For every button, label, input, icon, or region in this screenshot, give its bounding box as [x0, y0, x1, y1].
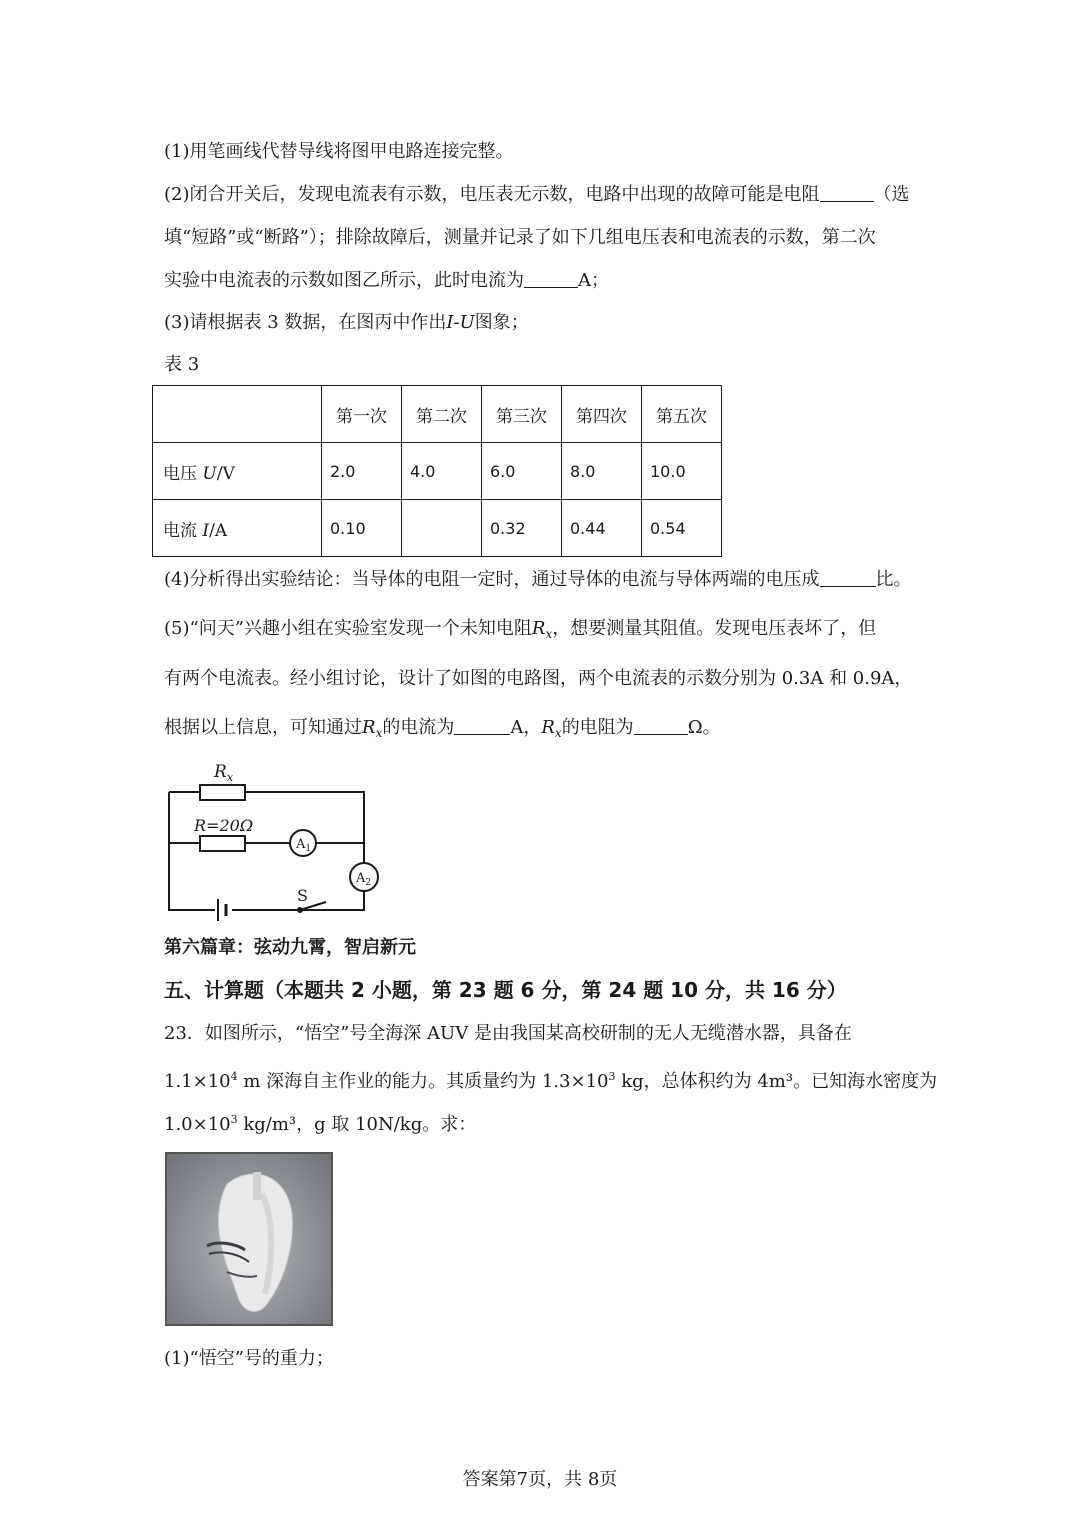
text: (5)“问天”兴趣小组在实验室发现一个未知电阻: [164, 618, 532, 639]
page-footer: 答案第7页，共 8页: [462, 1469, 618, 1490]
question-4: [164, 568, 912, 592]
variable: R: [362, 717, 376, 738]
text: 比。: [875, 569, 912, 590]
ammeter-a1-label: $A_1$: [296, 837, 312, 854]
problem-23-question-1: (1)“悟空”号的重力；: [164, 1348, 334, 1369]
question-1: (1)用笔画线代替导线将图甲电路连接完整。: [164, 141, 514, 162]
text: (2)闭合开关后，发现电流表有示数，电压表无示数，电路中出现的故障可能是电阻: [164, 184, 820, 205]
question-5-line-2: 有两个电流表。经小组讨论，设计了如图的电路图，两个电流表的示数分别为 0.3A 和 0.9A，: [164, 668, 913, 689]
table-header-cell: 第五次: [642, 386, 722, 443]
auv-vehicle-image: [167, 1154, 331, 1324]
text: 图象；: [474, 312, 529, 333]
text: Ω。: [687, 717, 721, 738]
table-cell: 4.0: [402, 443, 482, 500]
table-row: [153, 500, 722, 557]
table-cell: 0.54: [642, 500, 722, 557]
table-cell: 0.10: [322, 500, 402, 557]
table-caption: 表 3: [164, 354, 200, 375]
text: A；: [578, 270, 609, 291]
subscript: x: [375, 726, 383, 740]
text: 的电阻为: [561, 717, 634, 738]
table-cell: 0.44: [562, 500, 642, 557]
question-2-line-3: [164, 269, 609, 293]
problem-23-line-2: $1.1\times 10^4$ m 深海自主作业的能力。其质量约为 $1.3\times 10^3$ kg，总体积约为 4m³。已知海水密度为: [164, 1070, 938, 1092]
answer-blank: [634, 716, 688, 735]
variable: R: [541, 717, 555, 738]
switch-label: S: [297, 886, 308, 905]
table-cell: 8.0: [562, 443, 642, 500]
answer-blank: [524, 269, 578, 288]
table-cell: [402, 500, 482, 557]
variable: R: [531, 618, 546, 639]
data-table: [152, 385, 722, 557]
row-label: 电压 U/V: [153, 443, 322, 500]
problem-23-line-1: 23．如图所示，“悟空”号全海深 AUV 是由我国某高校研制的无人无缆潜水器，具备在: [164, 1023, 852, 1044]
ammeter-a2-label: $A_2$: [356, 871, 372, 888]
resistor-rx: [200, 785, 245, 800]
resistor-r: [200, 836, 245, 851]
table-header-cell: 第三次: [482, 386, 562, 443]
answer-blank: [820, 183, 874, 202]
row-label: 电流 I/A: [153, 500, 322, 557]
variable: I-U: [446, 312, 475, 333]
subscript: x: [545, 627, 553, 641]
table-header-cell: 第四次: [562, 386, 642, 443]
question-2-line-2: 填“短路”或“断路”）；排除故障后，测量并记录了如下几组电压表和电流表的示数，第二次: [164, 227, 876, 248]
text: 的电流为: [382, 717, 455, 738]
table-cell: [153, 386, 322, 443]
subscript: x: [554, 726, 562, 740]
text: (3)请根据表 3 数据，在图丙中作出: [164, 312, 447, 333]
question-5-line-1: [164, 617, 876, 646]
text: (4)分析得出实验结论：当导体的电阻一定时，通过导体的电流与导体两端的电压成: [164, 569, 820, 590]
section-heading: 五、计算题（本题共 2 小题，第 23 题 6 分，第 24 题 10 分，共 16 分）: [164, 978, 847, 1002]
answer-blank: [820, 568, 876, 587]
answer-blank: [454, 716, 510, 735]
auv-photo: [165, 1152, 333, 1326]
text: A，: [510, 717, 542, 738]
table-header-cell: 第二次: [402, 386, 482, 443]
text: （选: [873, 184, 910, 205]
table-cell: 0.32: [482, 500, 562, 557]
table-header-cell: 第一次: [322, 386, 402, 443]
table-cell: 2.0: [322, 443, 402, 500]
text: 实验中电流表的示数如图乙所示，此时电流为: [164, 270, 524, 291]
table-cell: 6.0: [482, 443, 562, 500]
table-row: [153, 443, 722, 500]
question-2-line-1: [164, 183, 910, 207]
circuit-diagram: [160, 755, 390, 925]
question-5-line-3: [164, 716, 721, 745]
problem-23-line-3: $1.0\times 10^3$ kg/m³，g 取 10N/kg。求：: [164, 1113, 477, 1135]
text: 根据以上信息，可知通过: [164, 717, 362, 738]
chapter-heading: 第六篇章：弦动九霄，智启新元: [164, 937, 416, 958]
question-3: [164, 311, 529, 335]
text: ，想要测量其阻值。发现电压表坏了，但: [552, 618, 877, 639]
r-label: R=20Ω: [194, 816, 254, 835]
table-header-row: [153, 386, 722, 443]
table-cell: 10.0: [642, 443, 722, 500]
rx-label: $R_x$: [214, 762, 234, 784]
